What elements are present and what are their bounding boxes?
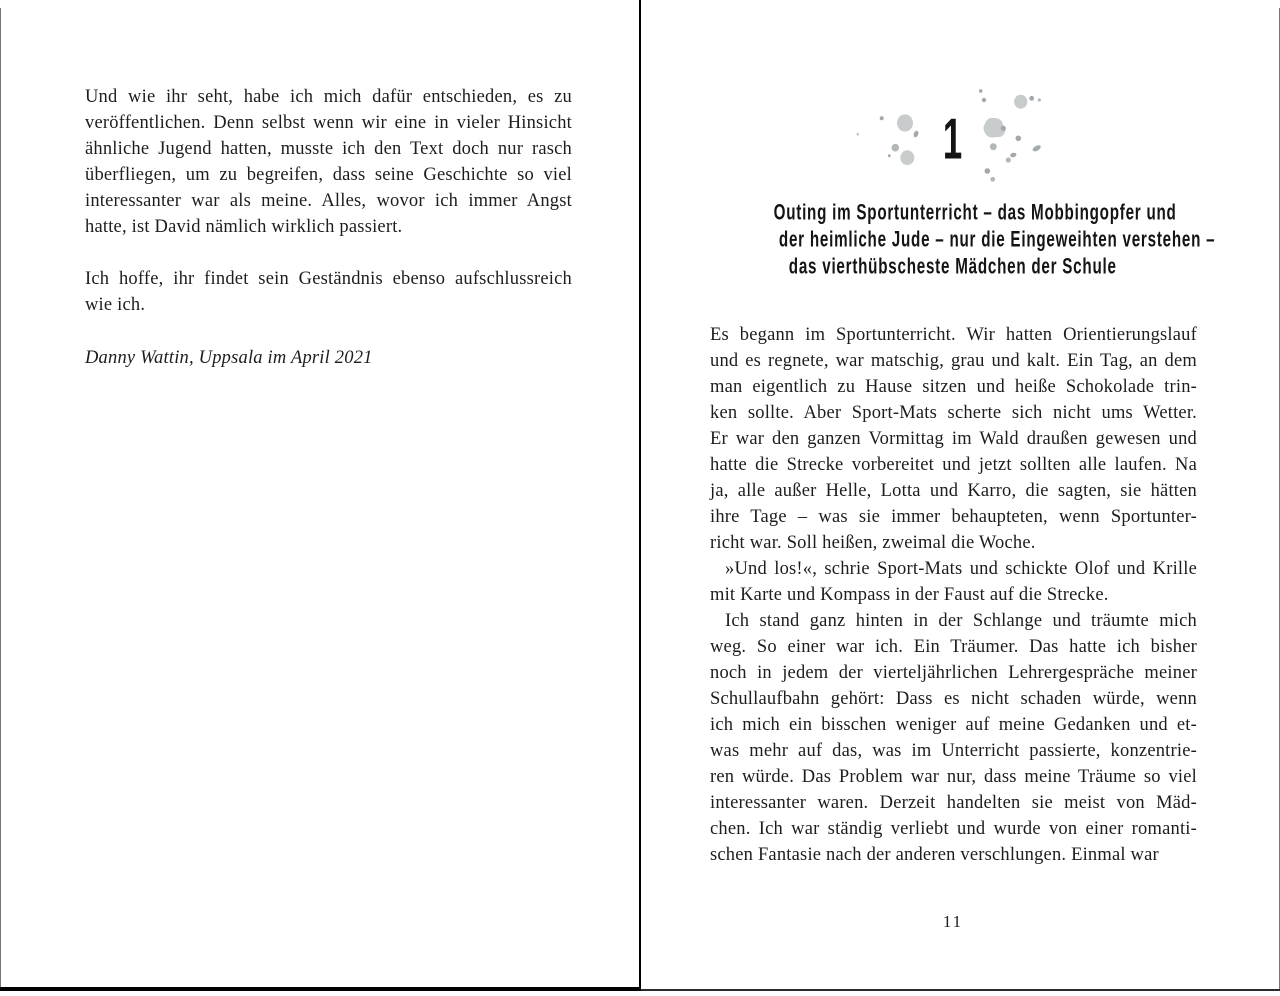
text-line: Es begann im Sportunterricht. Wir hatten Orientierungslauf	[710, 325, 1197, 345]
text-line: interessanter war als meine. Alles, wovor ich immer Angst	[85, 191, 572, 211]
text-span: der heimliche Jude – nur die Eingeweihten verstehen –	[778, 227, 1216, 253]
chapter-title-line	[710, 254, 1196, 281]
text-line: noch in jedem der vierteljährlichen Lehrergespräche meiner	[710, 663, 1197, 683]
text-line: schen Fantasie nach der anderen verschlungen. Einmal war	[710, 845, 1159, 865]
text-span: Outing im Sportunterricht – das Mobbingopfer und	[773, 200, 1177, 226]
text-line: »Und los!«, schrie Sport-Mats und schickte Olof und Krille	[725, 559, 1197, 579]
text-line: richt war. Soll heißen, zweimal die Woche.	[710, 533, 1036, 553]
text-line: interessanter waren. Derzeit handelten sie meist von Mäd-	[710, 793, 1197, 813]
page-gutter-divider	[639, 0, 641, 990]
text-line: veröffentlichen. Denn selbst wenn wir eine in vieler Hinsicht	[85, 113, 572, 133]
text-line: überfliegen, um zu begreifen, dass seine Geschichte so viel	[85, 165, 572, 185]
chapter-body-text	[710, 322, 1197, 868]
author-signature: Danny Wattin, Uppsala im April 2021	[85, 348, 373, 368]
text-line: ihre Tage – was sie immer behaupteten, wenn Sportunter-	[710, 507, 1197, 527]
left-page-edge	[0, 8, 1, 990]
text-line: Er war den ganzen Vormittag im Wald draußen gewesen und	[710, 429, 1197, 449]
text-line: weg. So einer war ich. Ein Träumer. Das hatte ich bisher	[710, 637, 1197, 657]
paragraph	[710, 608, 1197, 868]
text-line: ähnliche Jugend hatten, musste ich den Text doch nur rasch	[85, 139, 572, 159]
text-line: Ich stand ganz hinten in der Schlange und träumte mich	[725, 611, 1197, 631]
text-line: ken sollte. Aber Sport-Mats scherte sich nicht ums Wetter.	[710, 403, 1197, 423]
paragraph	[85, 84, 572, 240]
text-span: das vierthübscheste Mädchen der Schule	[789, 254, 1117, 280]
text-line: hatte die Strecke vorbereitet und jetzt sollten alle laufen. Na	[710, 455, 1197, 475]
bottom-edge-left	[0, 987, 641, 991]
paragraph	[710, 556, 1197, 608]
chapter-number	[710, 106, 1196, 171]
text-line: man eigentlich zu Hause sitzen und heiße Schokolade trin-	[710, 377, 1197, 397]
chapter-title	[710, 200, 1216, 281]
text-line: ja, alle außer Helle, Lotta und Karro, die sagten, sie hätten	[710, 481, 1197, 501]
text-line: ren würde. Das Problem war nur, dass meine Träume so viel	[710, 767, 1197, 787]
chapter-decoration	[710, 86, 1196, 191]
text-line: chen. Ich war ständig verliebt und wurde von einer romanti-	[710, 819, 1197, 839]
text-line: Und wie ihr seht, habe ich mich dafür entschieden, es zu	[85, 87, 572, 107]
chapter-title-line	[710, 200, 1196, 227]
text-line: Schullaufbahn gehört: Dass es nicht schaden würde, wenn	[710, 689, 1197, 709]
chapter-number-glyph: 1	[943, 106, 963, 171]
page-number: 11	[942, 912, 964, 931]
text-line: und es regnete, war matschig, grau und kalt. Ein Tag, an dem	[710, 351, 1197, 371]
text-line: was mehr auf das, was im Unterricht passierte, konzentrie-	[710, 741, 1197, 761]
text-line: wie ich.	[85, 295, 146, 315]
text-line: ich mich ein bisschen weniger auf meine Gedanken und et-	[710, 715, 1197, 735]
text-line: mit Karte und Kompass in der Faust auf die Strecke.	[710, 585, 1109, 605]
text-line: Ich hoffe, ihr findet sein Geständnis ebenso aufschlussreich	[85, 269, 572, 289]
bottom-edge-right	[641, 989, 1280, 991]
chapter-title-line	[710, 227, 1216, 254]
paragraph	[85, 266, 572, 318]
paragraph	[710, 322, 1197, 556]
text-line: hatte, ist David nämlich wirklich passiert.	[85, 217, 403, 237]
left-page-text	[85, 84, 572, 318]
